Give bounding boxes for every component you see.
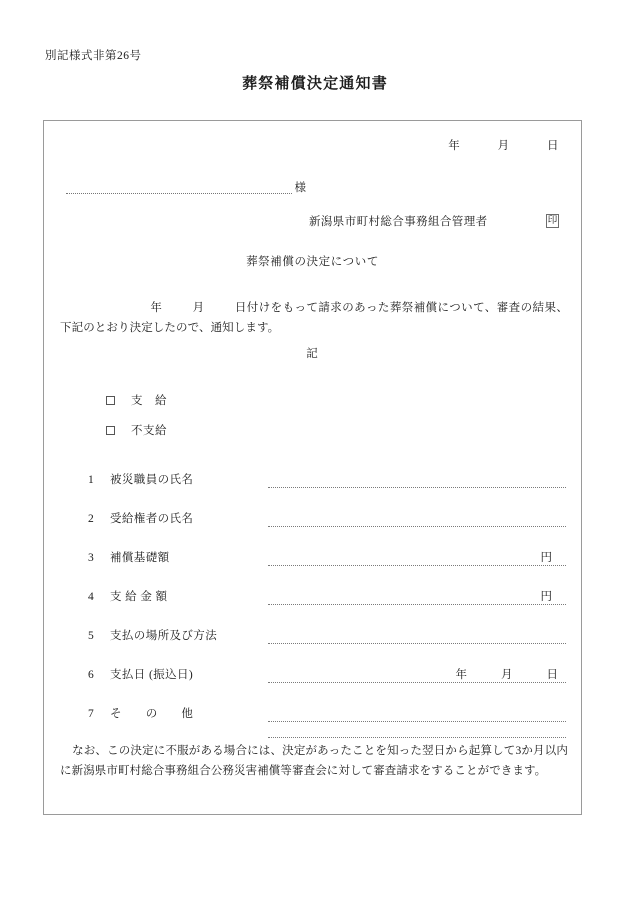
payment-date-day-label: 日 [546,668,558,681]
checkbox-non-payment[interactable] [106,426,115,435]
unit-label-yen-3: 円 [540,551,552,564]
item-input-1[interactable] [268,473,566,488]
ki-marker: 記 [306,348,319,360]
item-number-1: 1 [88,474,94,486]
item-input-2[interactable] [268,512,566,527]
body-paragraph [60,298,568,338]
closing-paragraph [60,741,568,781]
item-label-5: 支払の場所及び方法 [110,630,218,642]
issue-date-year-label: 年 [448,140,461,152]
item-input-7-line2[interactable] [268,737,566,738]
closing-paragraph-text: なお、この決定に不服がある場合には、決定があったことを知った翌日から起算して3か月以内に新潟県市町村総合事務組合公務災害補償等審査会に対して審査請求をすることができます。 [60,745,568,777]
item-number-5: 5 [88,630,94,642]
item-input-3[interactable] [268,551,566,566]
item-input-7[interactable] [268,707,566,722]
addressee-suffix: 様 [294,181,306,194]
form-number: 別記様式非第26号 [45,50,142,62]
item-number-2: 2 [88,513,94,525]
item-label-2: 受給権者の氏名 [110,513,194,525]
payment-date-year-label: 年 [455,668,467,681]
addressee-input[interactable] [66,179,292,194]
issuer-name: 新潟県市町村総合事務組合管理者 [309,216,488,228]
item-number-7: 7 [88,708,94,720]
checkbox-row-payment[interactable] [106,392,167,408]
checkbox-payment[interactable] [106,396,115,405]
issue-date-day-label: 日 [547,140,559,152]
item-row-7 [88,707,566,722]
payment-date-labels [456,670,559,682]
issue-date-field [414,137,559,153]
checkbox-label-payment: 支 給 [131,395,167,407]
unit-label-yen-4: 円 [540,590,552,603]
seal-stamp-box: 印 [547,216,558,226]
item-label-7: そ の 他 [110,708,194,720]
item-input-4[interactable] [268,590,566,605]
item-number-4: 4 [88,591,94,603]
item-label-6: 支払日 (振込日) [110,669,194,681]
item-label-4: 支 給 金 額 [110,591,168,603]
body-paragraph-text: 日付けをもって請求のあった葬祭補償について、審査の結果、下記のとおり決定したので、通知します。 [60,302,568,334]
item-row-5 [88,629,566,644]
claim-date-year-label: 年 [150,302,163,314]
item-input-6[interactable] [268,668,566,683]
item-input-5[interactable] [268,629,566,644]
item-label-1: 被災職員の氏名 [110,474,194,486]
item-row-2 [88,512,566,527]
payment-date-month-label: 月 [501,668,513,681]
item-row-3 [88,551,566,566]
addressee-row [66,179,306,194]
subject-heading: 葬祭補償の決定について [246,256,379,268]
checkbox-row-non-payment[interactable] [106,422,167,438]
item-row-6 [88,668,566,683]
issuer-row [309,213,561,229]
claim-date-month-label: 月 [192,302,205,314]
item-number-3: 3 [88,552,94,564]
checkbox-label-non-payment: 不支給 [131,425,167,437]
item-label-3: 補償基礎額 [110,552,170,564]
issue-date-month-label: 月 [497,140,510,152]
item-number-6: 6 [88,669,94,681]
page-title: 葬祭補償決定通知書 [242,76,388,92]
form-frame [43,120,582,815]
item-row-1 [88,473,566,488]
item-row-4 [88,590,566,605]
